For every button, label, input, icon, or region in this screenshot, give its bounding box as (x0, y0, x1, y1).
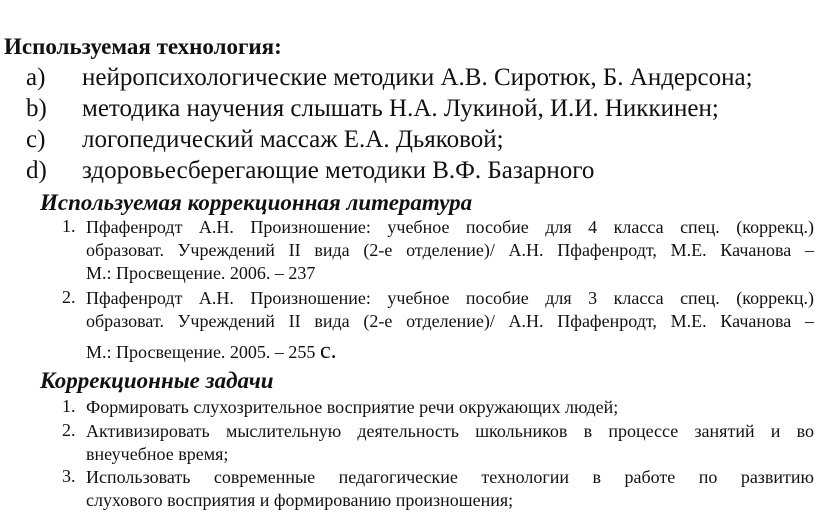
text-line-suffix: с. (319, 338, 337, 364)
item-number: 1. (62, 396, 76, 416)
item-text (86, 287, 814, 364)
text-line: образоват. Учреждений II вида (2-е отделение)/ А.Н. Пфафенродт, М.Е. Качанова – (86, 240, 814, 260)
item-marker: d) (26, 157, 47, 184)
tasks-heading: Коррекционные задачи (40, 368, 274, 393)
text-line: Пфафенродт А.Н. Произношение: учебное пособие для 3 класса спец. (коррекц.) (86, 288, 814, 308)
item-marker: a) (26, 64, 46, 91)
item-number: 1. (62, 216, 76, 236)
item-number: 2. (62, 420, 76, 440)
literature-heading: Используемая коррекционная литература (40, 190, 473, 215)
item-text (86, 420, 814, 466)
text-line: Формировать слухозрительное восприятие речи окружающих людей; (86, 397, 619, 417)
text-line: внеучебное время; (86, 444, 229, 464)
item-text: логопедический массаж Е.А. Дьяковой; (82, 126, 504, 153)
text-line: Использовать современные педагогические технологии в работе по развитию (86, 467, 814, 487)
text-line: Активизировать мыслительную деятельность школьников в процессе занятий и во (86, 421, 814, 441)
item-text (86, 396, 814, 419)
text-line (86, 340, 814, 364)
text-line: образоват. Учреждений II вида (2-е отделение)/ А.Н. Пфафенродт, М.Е. Качанова – (86, 311, 814, 331)
item-marker: c) (26, 126, 46, 153)
text-line: слухового восприятия и формированию произношения; (86, 490, 514, 510)
technology-heading: Используемая технология: (4, 34, 282, 59)
text-line: Пфафенродт А.Н. Произношение: учебное пособие для 4 класса спец. (коррекц.) (86, 217, 814, 237)
text-line-content: М.: Просвещение. 2005. – 255 (86, 342, 316, 362)
item-text (86, 216, 814, 285)
item-text: методика научения слышать Н.А. Лукиной, И.И. Никкинен; (82, 95, 719, 122)
text-line: М.: Просвещение. 2006. – 237 (86, 263, 316, 283)
item-text: нейропсихологические методики А.В. Сиротюк, Б. Андерсона; (82, 64, 753, 91)
item-text (86, 466, 814, 512)
item-marker: b) (26, 95, 47, 122)
item-number: 3. (62, 466, 76, 486)
item-text: здоровьесберегающие методики В.Ф. Базарного (82, 157, 595, 184)
item-number: 2. (62, 287, 76, 307)
